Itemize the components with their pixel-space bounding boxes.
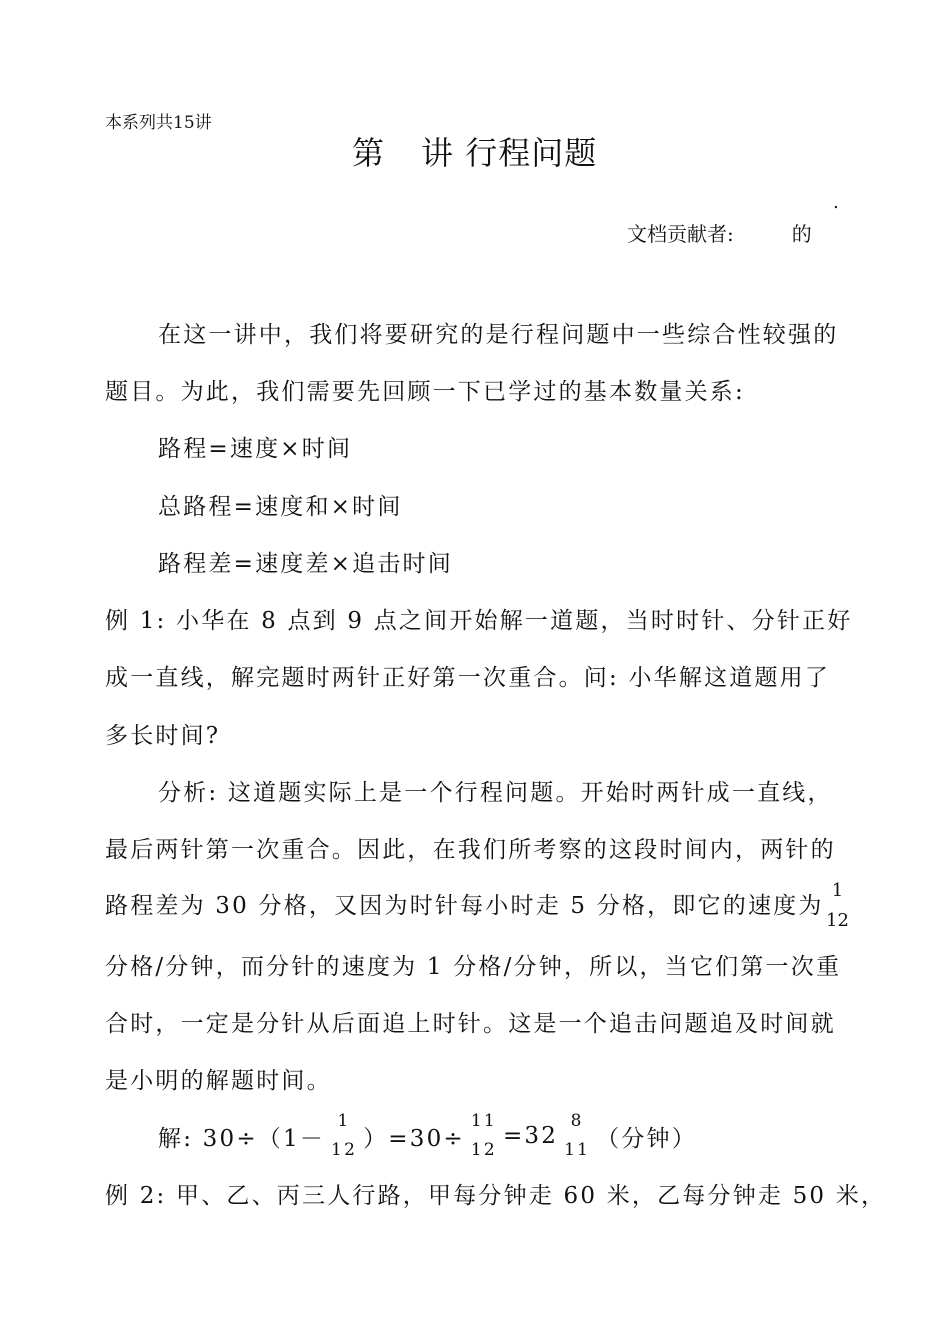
example1-line-1: 例 1: 小华在 8 点到 9 点之间开始解一道题，当时时针、分针正好	[105, 608, 853, 634]
series-note: 本系列共15讲	[105, 113, 212, 133]
solution-fraction-1: 1 12	[331, 1111, 358, 1160]
analysis-line-6: 是小明的解题时间。	[105, 1068, 332, 1094]
analysis-line-5: 合时，一定是分针从后面追上时针。这是一个追击问题追及时间就	[105, 1011, 836, 1037]
analysis-line-2: 最后两针第一次重合。因此，在我们所考察的这段时间内，两针的	[105, 837, 836, 863]
dot-mark: .	[833, 192, 839, 213]
formula-distance: 路程=速度×时间	[158, 436, 353, 462]
contributor-suffix: 的	[791, 222, 812, 246]
solution-fraction-2: 11 12	[470, 1111, 497, 1160]
solution-line: 解: 30÷（1－ 1 12 ）=30÷ 11 12 =32 8 11 （分钟）	[158, 1111, 697, 1160]
formula-distance-difference: 路程差=速度差×追击时间	[158, 551, 453, 577]
intro-line-2: 题目。为此，我们需要先回顾一下已学过的基本数量关系:	[105, 379, 745, 405]
intro-line-1: 在这一讲中，我们将要研究的是行程问题中一些综合性较强的	[158, 322, 839, 348]
contributor-line	[627, 218, 812, 247]
example1-line-3: 多长时间?	[105, 723, 221, 749]
solution-fraction-3: 8 11	[564, 1111, 591, 1160]
analysis-line-1: 分析: 这道题实际上是一个行程问题。开始时两针成一直线，	[158, 780, 833, 806]
example2-line-1: 例 2: 甲、乙、丙三人行路，甲每分钟走 60 米，乙每分钟走 50 米，	[105, 1183, 887, 1209]
fraction-one-twelfth: 1 12	[826, 880, 849, 931]
example1-line-2: 成一直线，解完题时两针正好第一次重合。问: 小华解这道题用了	[105, 665, 831, 691]
analysis-line-4: 分格/分钟，而分针的速度为 1 分格/分钟，所以，当它们第一次重	[105, 954, 842, 980]
contributor-label: 文档贡献者:	[627, 222, 734, 246]
formula-total-distance: 总路程=速度和×时间	[158, 494, 403, 520]
page-title	[352, 128, 597, 174]
title-part-b: 讲 行程问题	[421, 134, 598, 172]
title-part-a: 第	[352, 134, 386, 172]
analysis-line-3: 路程差为 30 分格，又因为时针每小时走 5 分格，即它的速度为	[105, 893, 824, 919]
